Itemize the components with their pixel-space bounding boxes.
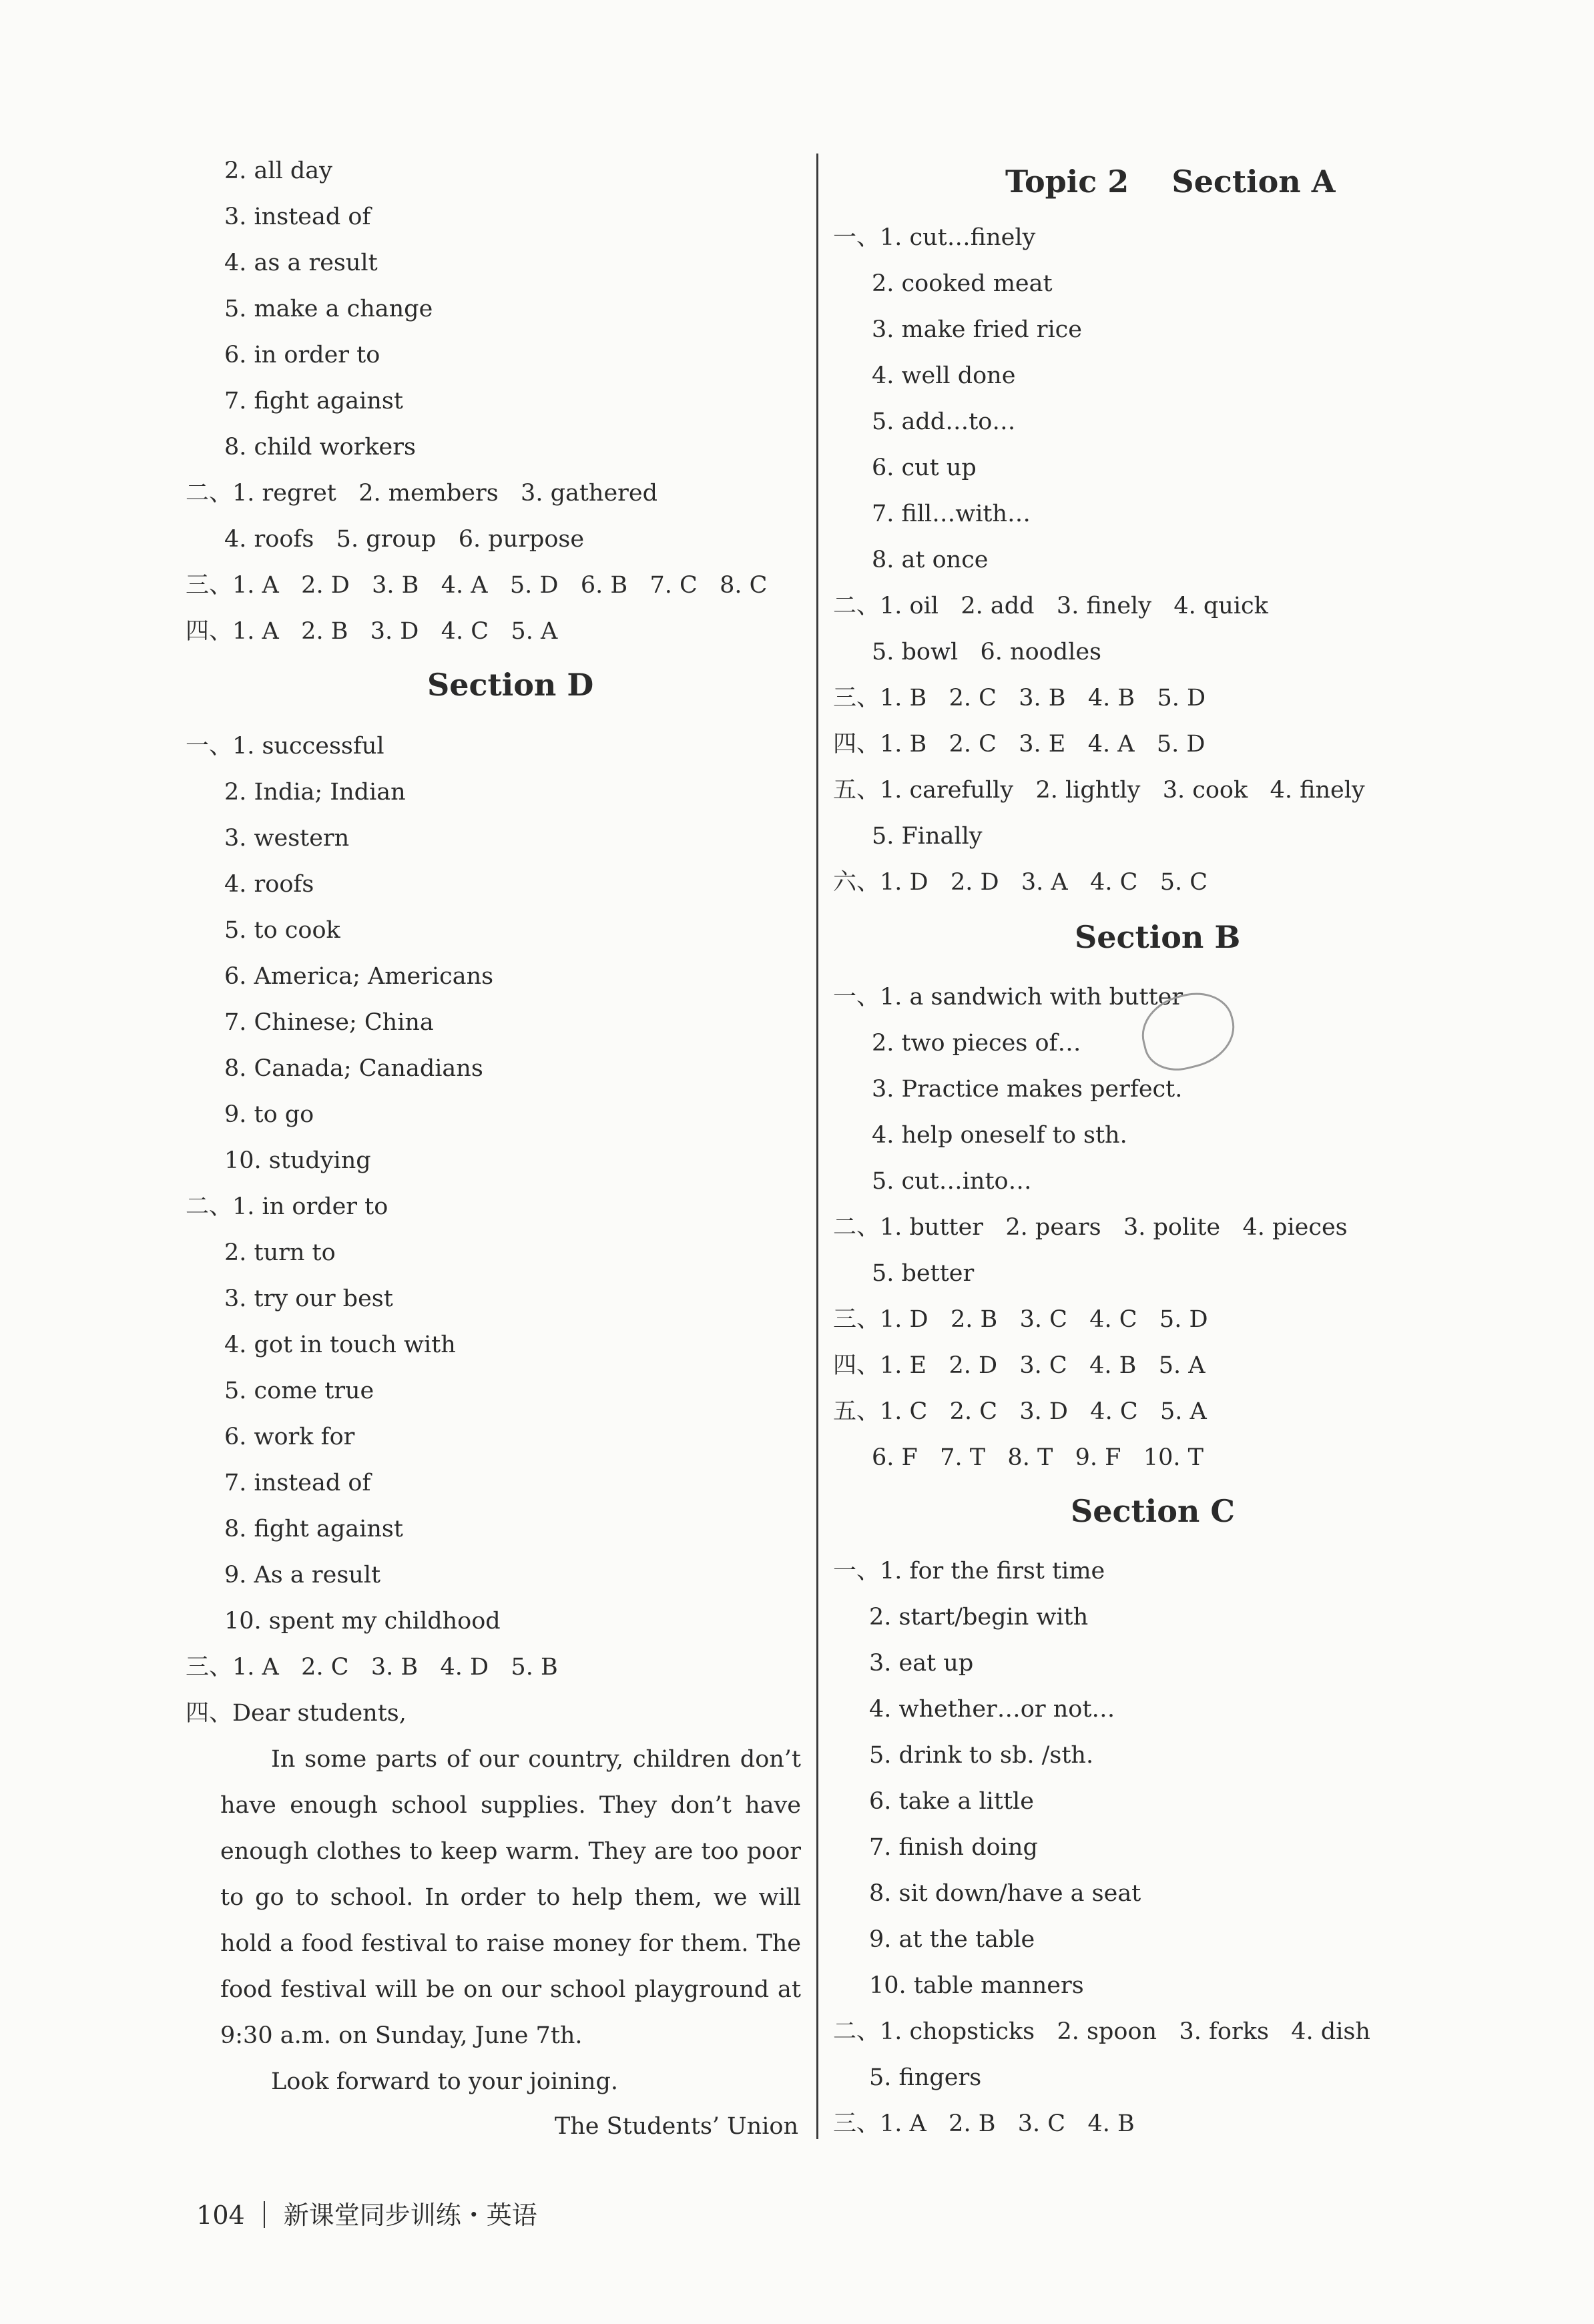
answer-line: 4. well done [872, 362, 1016, 389]
answer-line: 2. two pieces of… [872, 1030, 1081, 1057]
page-number: 104 [196, 2201, 245, 2230]
answer-line: 5. bowl 6. noodles [872, 639, 1102, 665]
answer-line: 8. child workers [224, 434, 416, 461]
answer-line: 4. roofs [224, 871, 314, 898]
answer-line: 2. cooked meat [872, 270, 1053, 297]
answer-line: 7. fill…with… [872, 501, 1031, 527]
answer-line: 四、1. E 2. D 3. C 4. B 5. A [833, 1352, 1206, 1379]
answer-line: 三、1. A 2. C 3. B 4. D 5. B [186, 1654, 558, 1681]
answer-line: 10. spent my childhood [224, 1608, 501, 1635]
letter-paragraph: In some parts of our country, children don’t have enough school supplies. They don’t have enough clothes to keep warm. They are too poor to go to school. In order to help them, we will hold a food festival to raise money for them. The food festival will be on our school playground at 9:30 a.m. on Sunday, June 7th. [220, 1746, 801, 2049]
answer-line: 8. at once [872, 547, 989, 573]
answer-line: 3. western [224, 825, 350, 852]
topic-heading: Topic 2 Section A [1005, 164, 1336, 200]
answer-line: 5. make a change [224, 296, 433, 322]
column-divider [816, 154, 818, 2139]
answer-line: 4. help oneself to sth. [872, 1122, 1127, 1149]
answer-line: 三、1. D 2. B 3. C 4. C 5. D [833, 1306, 1208, 1333]
answer-line: 5. cut…into… [872, 1168, 1032, 1195]
section-heading: Section D [427, 667, 594, 703]
answer-line: 6. take a little [869, 1788, 1034, 1815]
answer-line: 6. cut up [872, 455, 977, 481]
answer-line: 5. to cook [224, 917, 340, 944]
answer-line: 四、1. B 2. C 3. E 4. A 5. D [833, 731, 1206, 758]
answer-line: 4. got in touch with [224, 1332, 456, 1358]
answer-line: 五、1. C 2. C 3. D 4. C 5. A [833, 1398, 1207, 1425]
answer-line: 4. as a result [224, 250, 378, 276]
answer-line: 二、1. butter 2. pears 3. polite 4. pieces [833, 1214, 1348, 1241]
answer-line: 3. eat up [869, 1650, 974, 1677]
answer-line: 2. turn to [224, 1239, 336, 1266]
answer-line: 3. make fried rice [872, 316, 1082, 343]
answer-line: 7. fight against [224, 388, 403, 414]
answer-line: 四、Dear students, [186, 1700, 407, 1727]
answer-line: 8. fight against [224, 1516, 403, 1542]
letter-paragraph: Look forward to your joining. [271, 2068, 618, 2095]
answer-line: 2. start/begin with [869, 1604, 1089, 1631]
answer-line: 5. add…to… [872, 408, 1016, 435]
answer-line: 5. Finally [872, 823, 983, 850]
answer-line: 2. India; Indian [224, 779, 406, 806]
answer-line: 三、1. A 2. B 3. C 4. B [833, 2110, 1135, 2137]
answer-line: 4. whether…or not… [869, 1696, 1115, 1723]
answer-line: 一、1. for the first time [833, 1558, 1105, 1584]
answer-line: 五、1. carefully 2. lightly 3. cook 4. finely [833, 777, 1365, 804]
section-heading: Section C [1071, 1493, 1235, 1529]
answer-line: 2. all day [224, 158, 332, 184]
answer-line: 9. at the table [869, 1926, 1035, 1953]
answer-line: 三、1. B 2. C 3. B 4. B 5. D [833, 685, 1206, 711]
letter-body [220, 1737, 801, 2105]
answer-line: 5. drink to sb. /sth. [869, 1742, 1094, 1769]
answer-line: 3. instead of [224, 204, 371, 230]
answer-line: 一、1. successful [186, 733, 384, 760]
answer-line: 3. Practice makes perfect. [872, 1076, 1183, 1103]
answer-line: 二、1. in order to [186, 1193, 388, 1220]
answer-line: 5. fingers [869, 2064, 982, 2091]
answer-line: 6. work for [224, 1424, 355, 1450]
answer-line: 9. As a result [224, 1562, 381, 1588]
page-footer [180, 2165, 537, 2232]
answer-line: 7. finish doing [869, 1834, 1038, 1861]
answer-line: 10. table manners [869, 1972, 1084, 1999]
answer-line: 3. try our best [224, 1285, 393, 1312]
answer-line: 二、1. chopsticks 2. spoon 3. forks 4. dish [833, 2018, 1370, 2045]
answer-line: 10. studying [224, 1147, 371, 1174]
answer-line: 8. sit down/have a seat [869, 1880, 1141, 1907]
answer-line: 5. better [872, 1260, 975, 1287]
book-title: 新课堂同步训练・英语 [283, 2201, 537, 2230]
footer-divider [264, 2201, 265, 2228]
answer-line: 二、1. regret 2. members 3. gathered [186, 480, 658, 507]
answer-line: 6. F 7. T 8. T 9. F 10. T [872, 1444, 1204, 1471]
letter-signature: The Students’ Union [554, 2113, 798, 2140]
answer-line: 三、1. A 2. D 3. B 4. A 5. D 6. B 7. C 8. C [186, 572, 768, 599]
answer-line: 一、1. a sandwich with butter [833, 984, 1183, 1010]
answer-line: 6. America; Americans [224, 963, 494, 990]
answer-line: 六、1. D 2. D 3. A 4. C 5. C [833, 869, 1208, 896]
answer-line: 四、1. A 2. B 3. D 4. C 5. A [186, 618, 558, 645]
answer-line: 一、1. cut…finely [833, 224, 1036, 251]
answer-line: 7. instead of [224, 1470, 371, 1496]
answer-line: 7. Chinese; China [224, 1009, 434, 1036]
answer-line: 8. Canada; Canadians [224, 1055, 483, 1082]
answer-line: 9. to go [224, 1101, 314, 1128]
answer-line: 二、1. oil 2. add 3. finely 4. quick [833, 593, 1268, 619]
answer-line: 6. in order to [224, 342, 380, 368]
section-heading: Section B [1075, 919, 1241, 955]
answer-line: 5. come true [224, 1378, 374, 1404]
answer-line: 4. roofs 5. group 6. purpose [224, 526, 585, 553]
